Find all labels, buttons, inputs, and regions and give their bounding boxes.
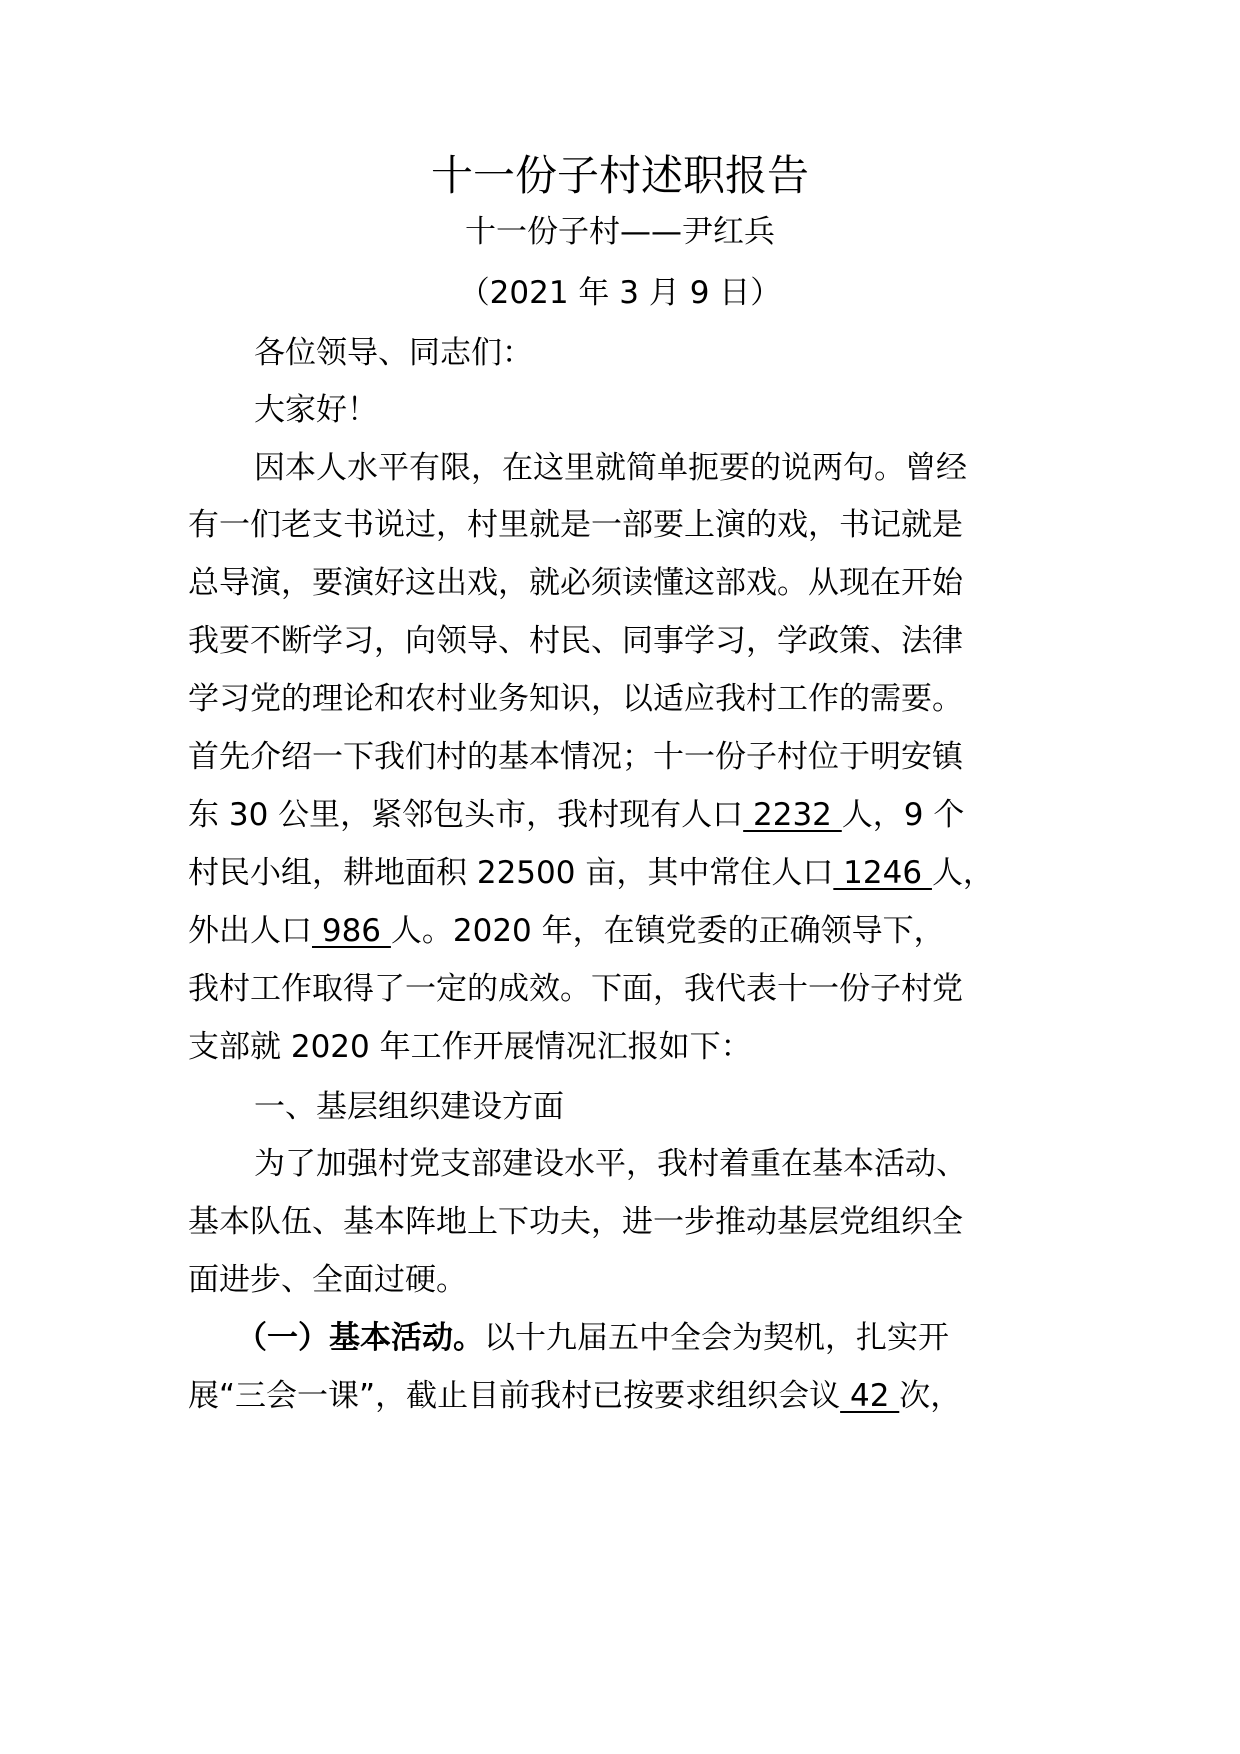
author-line: 十一份子村——尹红兵 (465, 214, 775, 250)
text-segment: 展“三会一课”，截止目前我村已按要求组织会议 (188, 1378, 841, 1414)
paragraph-line: 学习党的理论和农村业务知识，以适应我村工作的需要。 (188, 681, 963, 717)
salutation: 各位领导、同志们： (254, 335, 533, 371)
paragraph-line-migrant (188, 911, 945, 951)
date-line: （2021 年 3 月 9 日） (458, 275, 782, 311)
text-segment: 次， (899, 1378, 962, 1414)
paragraph-line-population (188, 795, 964, 835)
resident-population-value: 1246 (833, 855, 932, 891)
paragraph-line: 基本队伍、基本阵地上下功夫，进一步推动基层党组织全 (188, 1204, 963, 1240)
paragraph-line: 面进步、全面过硬。 (188, 1262, 467, 1298)
text-segment: 外出人口 (188, 913, 312, 949)
subsection-heading: （一）基本活动。 (236, 1320, 484, 1356)
text-segment: 人， (931, 855, 994, 891)
paragraph-line-resident (188, 853, 994, 893)
paragraph-line-meetings (188, 1376, 961, 1416)
paragraph-line: 有一们老支书说过，村里就是一部要上演的戏，书记就是 (188, 507, 963, 543)
paragraph-line: 首先介绍一下我们村的基本情况；十一份子村位于明安镇 (188, 739, 963, 775)
text-segment: 村民小组，耕地面积 22500 亩，其中常住人口 (188, 855, 834, 891)
paragraph-line: 为了加强村党支部建设水平，我村着重在基本活动、 (254, 1146, 967, 1182)
paragraph-line: 我村工作取得了一定的成效。下面，我代表十一份子村党 (188, 971, 963, 1007)
text-segment: 人。2020 年，在镇党委的正确领导下， (390, 913, 945, 949)
text-segment: 以十九届五中全会为契机，扎实开 (484, 1320, 949, 1356)
paragraph-line: 总导演，要演好这出戏，就必须读懂这部戏。从现在开始 (188, 565, 963, 601)
paragraph-line: 因本人水平有限，在这里就简单扼要的说两句。曾经 (254, 450, 967, 486)
migrant-population-value: 986 (312, 913, 391, 949)
text-segment: 东 30 公里，紧邻包头市，我村现有人口 (188, 797, 744, 833)
text-segment: 人，9 个 (841, 797, 965, 833)
paragraph-line: 支部就 2020 年工作开展情况汇报如下： (188, 1029, 752, 1065)
paragraph-line: 我要不断学习，向领导、村民、同事学习，学政策、法律 (188, 623, 963, 659)
section-heading: 一、基层组织建设方面 (254, 1089, 564, 1125)
greeting: 大家好！ (254, 392, 378, 428)
meeting-count-value: 42 (840, 1378, 900, 1414)
document-title: 十一份子村述职报告 (430, 151, 809, 200)
paragraph-line-basic-activity (236, 1318, 949, 1358)
population-value: 2232 (743, 797, 842, 833)
